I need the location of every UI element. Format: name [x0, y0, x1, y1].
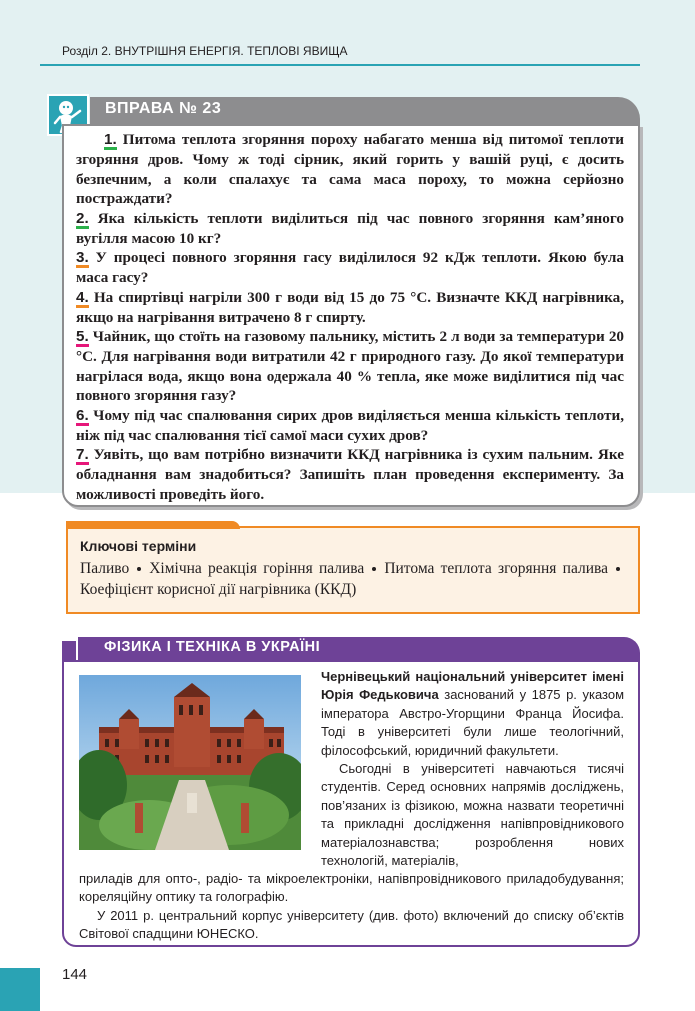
exercise-text: У процесі повного згоряння гасу виділилося 92 кДж теплоти. Якою була маса гасу?	[76, 249, 625, 286]
physics-p1-rest: заснований у 1875 р. указом імператора Австро-Угорщини Франца Йосифа. Тоді в університеті були лише теологічний, філософський, юридичний факультети.	[321, 687, 625, 758]
exercise-item	[76, 130, 624, 209]
bullet-separator	[616, 567, 620, 571]
exercise-item	[76, 445, 624, 504]
exercise-number: 3.	[76, 249, 89, 266]
university-name: Чернівецький національний університет імені Юрія Федьковича	[321, 669, 624, 703]
physics-paragraph: У 2011 р. центральний корпус університету (див. фото) включений до списку об’єктів Світової спадщини ЮНЕСКО.	[79, 907, 624, 942]
bullet-separator	[137, 567, 141, 571]
exercise-text: На спиртівці нагріли 300 г води від 15 до 75 °С. Визначте ККД нагрівника, якщо на нагрівання витрачено 8 г спирту.	[76, 288, 624, 326]
exercise-item	[76, 327, 624, 406]
exercise-item	[76, 406, 624, 446]
key-terms-tab	[66, 521, 240, 529]
physics-title: ФІЗИКА І ТЕХНІКА В УКРАЇНІ	[104, 639, 321, 655]
chapter-header: Розділ 2. ВНУТРІШНЯ ЕНЕРГІЯ. ТЕПЛОВІ ЯВИЩА	[62, 44, 348, 58]
bullet-separator	[372, 567, 376, 571]
exercise-list	[76, 130, 624, 504]
key-terms-list	[80, 558, 628, 600]
exercise-text: Яка кількість теплоти виділиться під час повного згоряння кам’яного вугілля масою 10 кг?	[76, 209, 625, 247]
university-photo	[79, 675, 301, 850]
physics-text-full	[79, 870, 624, 944]
exercise-item	[76, 288, 624, 328]
exercise-number: 2.	[76, 209, 89, 227]
exercise-item	[76, 248, 624, 288]
key-term: Хімічна реакція горіння палива	[149, 560, 365, 577]
exercise-text: Чайник, що стоїть на газовому пальнику, містить 2 л води за температури 20 °С. Для нагрівання води витратили 42 г природного газу. До якої температури нагрілася вода, якщо вона одержала 40 % тепла, яке може виділитися під час повного згоряння газу?	[76, 328, 625, 404]
key-terms-title: Ключові терміни	[80, 538, 197, 554]
exercise-number: 7.	[76, 446, 89, 463]
physics-paragraph: приладів для опто-, радіо- та мікроелектроніки, напівпровідникового приладобудування; кореляційну оптику та голографію.	[79, 871, 624, 905]
exercise-text: Уявіть, що вам потрібно визначити ККД нагрівника із сухим пальним. Яке обладнання вам знадобиться? Запишіть план проведення експерименту. За можливості проведіть його.	[76, 446, 625, 503]
exercise-number: 6.	[76, 406, 89, 424]
exercise-number: 4.	[76, 288, 89, 306]
key-term: Питома теплота згоряння палива	[384, 560, 608, 577]
header-divider	[40, 64, 640, 66]
exercise-title: ВПРАВА № 23	[105, 100, 222, 117]
key-term: Паливо	[80, 560, 130, 577]
exercise-item	[76, 209, 624, 249]
exercise-text: Чому під час спалювання сирих дров виділяється менша кількість теплоти, ніж під час спалювання тієї самої маси сухих дров?	[76, 406, 624, 444]
footer-accent-bar	[0, 968, 40, 1011]
physics-bar-accent	[62, 641, 76, 662]
key-term: Коефіцієнт корисної дії нагрівника (ККД)	[80, 581, 357, 598]
physics-text-right	[321, 668, 624, 870]
exercise-number: 1.	[104, 131, 117, 148]
physics-paragraph: Сьогодні в університеті навчаються тисячі студентів. Серед основних напрямів досліджень, пов’язаних із фізикою, можна назвати теоретичні та прикладні дослідження напівпровідникового матеріалознавства; розроблення нових технологій, матеріалів,	[321, 761, 624, 869]
page-number: 144	[62, 966, 88, 983]
physics-paragraph	[321, 668, 624, 760]
exercise-number: 5.	[76, 328, 89, 345]
exercise-text: Питома теплота згоряння пороху набагато менша від питомої теплоти згоряння дров. Чому ж тоді сірник, який горить у вашій руці, є досить безпечним, а коли спалахує та сама маса пороху, то можна серйозно постраждати?	[76, 131, 625, 207]
